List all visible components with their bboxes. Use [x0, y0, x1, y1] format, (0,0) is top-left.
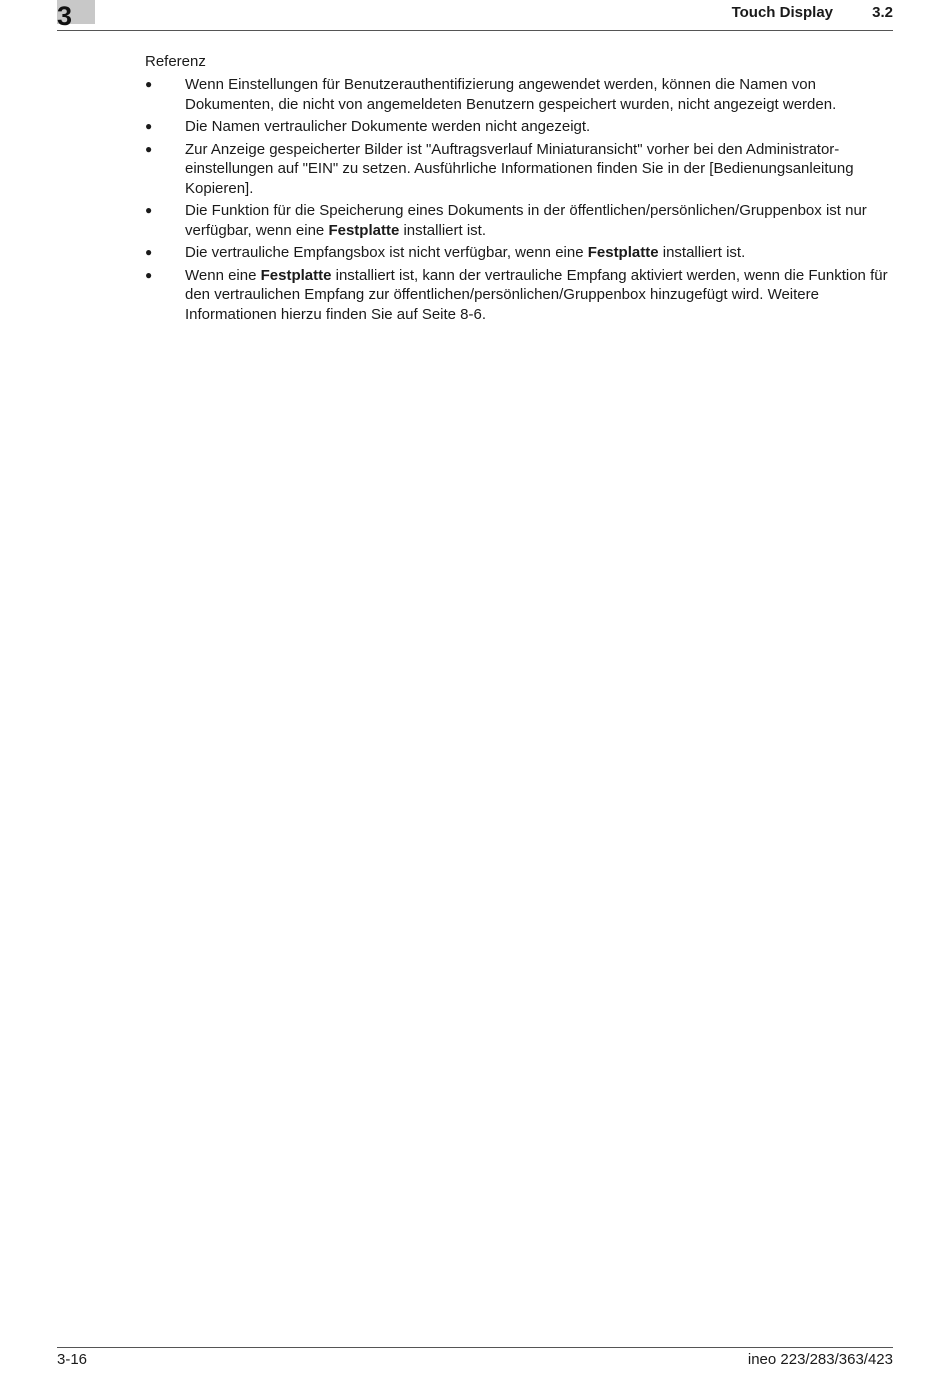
list-item — [145, 201, 895, 240]
list-item-bold-term: Festplatte — [328, 221, 400, 239]
list-item — [145, 117, 895, 137]
reference-heading: Referenz — [145, 53, 206, 70]
page-header — [57, 0, 893, 31]
header-title: Touch Display — [731, 4, 833, 21]
bullet-icon: ● — [145, 267, 153, 282]
list-item-text: Wenn eine — [185, 266, 261, 284]
bullet-icon: ● — [145, 119, 153, 133]
page-footer — [57, 1347, 893, 1378]
list-item-text: installiert ist. — [399, 221, 486, 239]
list-item — [145, 75, 895, 114]
list-item-text: installiert ist, kann der vertrauliche Empfang aktiviert werden, wenn die Funktion für den vertraulichen Empfang zur öffentlichen/persönlichen/Gruppenbox hinzugefügt wird. Weitere Informationen hierzu finden Sie auf Seite 8-6. — [185, 266, 888, 323]
header-section-number: 3.2 — [872, 4, 893, 21]
list-item-text: Wenn Einstellungen für Benutzerauthentifizierung angewendet werden, können die Namen von Dokumenten, die nicht von angemeldeten Benutzern gespeichert wurden, nicht angezeigt werden. — [185, 76, 837, 113]
bullet-icon: ● — [145, 77, 153, 91]
list-item-text: installiert ist. — [658, 244, 746, 261]
bullet-icon: ● — [145, 203, 153, 217]
list-item — [145, 243, 895, 263]
list-item-text: Zur Anzeige gespeicherter Bilder ist "Auftragsverlauf Miniaturansicht" vorher bei den Administrator-einstellungen auf "EIN" zu setzen. Ausführliche Informationen finden Sie in der [Bedienungsanleitung Kopieren]. — [185, 140, 854, 197]
list-item-text: Die Namen vertraulicher Dokumente werden nicht angezeigt. — [185, 118, 591, 135]
list-item-bold-term: Festplatte — [260, 266, 332, 284]
list-item-text: Die vertrauliche Empfangsbox ist nicht verfügbar, wenn eine — [185, 244, 588, 261]
list-item — [145, 140, 895, 199]
bullet-icon: ● — [145, 245, 153, 259]
reference-list — [145, 75, 895, 324]
list-item-text: Die Funktion für die Speicherung eines Dokuments in der öffentlichen/persönlichen/Gruppenbox ist nur verfügbar, wenn eine — [185, 202, 867, 239]
list-item — [145, 266, 895, 325]
footer-product-name: ineo 223/283/363/423 — [747, 1351, 893, 1368]
footer-page-number: 3-16 — [57, 1351, 88, 1368]
page-content — [145, 52, 895, 327]
list-item-bold-term: Festplatte — [587, 244, 659, 261]
bullet-icon: ● — [145, 141, 153, 156]
chapter-number: 3 — [57, 1, 73, 31]
